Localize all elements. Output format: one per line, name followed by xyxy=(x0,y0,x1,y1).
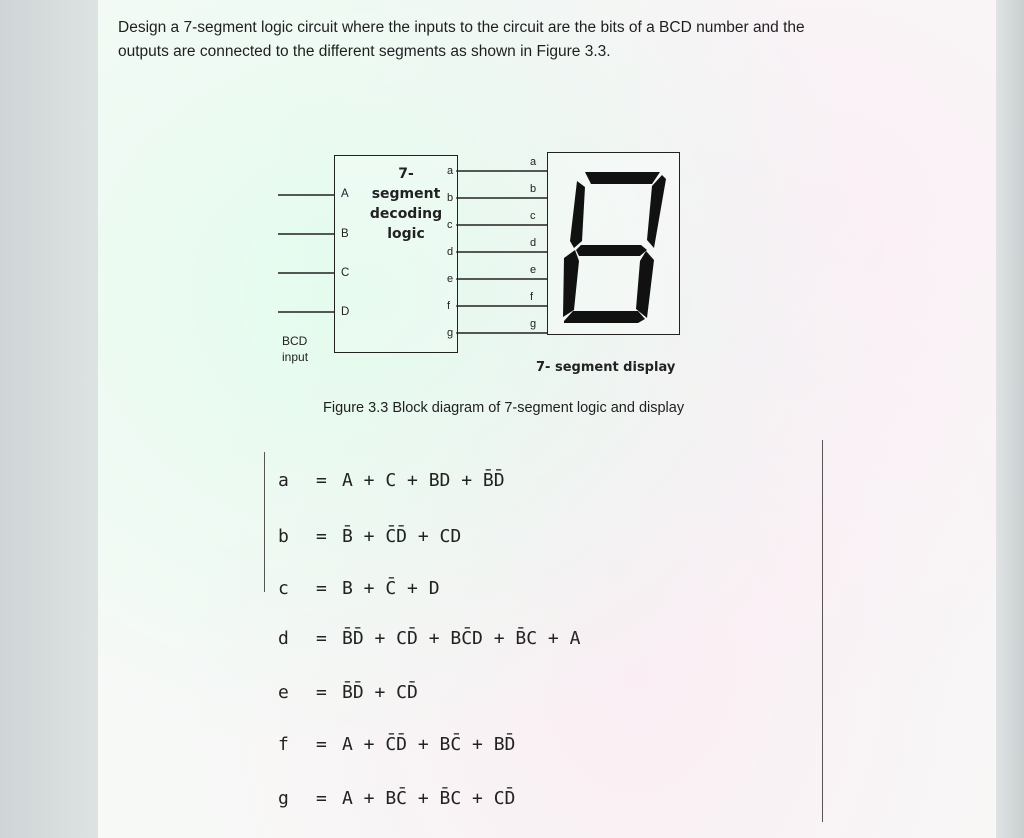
figure-caption: Figure 3.3 Block diagram of 7-segment logic and display xyxy=(323,400,685,416)
document-page xyxy=(98,0,996,838)
display-caption: 7- segment display xyxy=(536,360,676,375)
problem-line-2: outputs are connected to the different segments as shown in Figure 3.3. xyxy=(118,43,611,60)
input-label-c: C xyxy=(341,267,350,279)
output-label-a: a xyxy=(447,165,454,177)
equation-f-lhs: f xyxy=(278,734,289,755)
output-label-b: b xyxy=(447,192,454,204)
wire-label-e: e xyxy=(530,264,537,276)
equation-g-rhs: A + BC̄ + B̄C + CD̄ xyxy=(342,788,516,809)
equation-d-rhs: B̄D̄ + CD̄ + BC̄D + B̄C + A xyxy=(342,628,581,649)
decoder-title-line-3: logic xyxy=(387,226,425,242)
bcd-caption-line-1: BCD xyxy=(282,334,308,348)
seven-segment-display xyxy=(547,152,680,335)
bcd-input-caption xyxy=(282,333,308,365)
background-right-edge xyxy=(996,0,1024,838)
equation-f-rhs: A + C̄D̄ + BC̄ + BD̄ xyxy=(342,734,516,755)
segment-g xyxy=(576,245,647,256)
segment-a xyxy=(585,172,660,184)
handwritten-equations xyxy=(264,448,824,838)
wire-label-a: a xyxy=(530,156,537,168)
decoder-title xyxy=(365,164,447,244)
wire-label-b: b xyxy=(530,183,537,195)
output-label-f: f xyxy=(447,300,451,312)
equation-b-lhs: b xyxy=(278,526,289,547)
bcd-caption-line-2: input xyxy=(282,350,309,364)
equation-c-lhs: c xyxy=(278,578,289,599)
seven-segment-digit-8 xyxy=(548,153,679,334)
problem-line-1: Design a 7-segment logic circuit where the inputs to the circuit are the bits of a BCD number and the xyxy=(118,19,805,36)
background-left-edge xyxy=(0,0,98,838)
equation-e: e = B̄D̄ + CD̄ xyxy=(278,682,418,703)
equation-e-rhs: B̄D̄ + CD̄ xyxy=(342,682,418,703)
left-bracket-line xyxy=(264,452,265,592)
decoder-title-line-2: decoding xyxy=(369,206,443,222)
equation-a-lhs: a xyxy=(278,470,289,491)
equation-g: g = A + BC̄ + B̄C + CD̄ xyxy=(278,788,516,809)
output-label-g: g xyxy=(447,327,454,339)
equation-e-lhs: e xyxy=(278,682,289,703)
equation-a-rhs: A + C + BD + B̄D̄ xyxy=(342,470,505,491)
equation-g-lhs: g xyxy=(278,788,289,809)
segment-c xyxy=(636,251,654,318)
equation-b: b = B̄ + C̄D̄ + CD xyxy=(278,526,462,547)
right-margin-line xyxy=(822,440,823,822)
input-label-b: B xyxy=(341,228,349,240)
equation-d: d = B̄D̄ + CD̄ + BC̄D + B̄C + A xyxy=(278,628,581,649)
input-label-d: D xyxy=(341,306,350,318)
segment-e xyxy=(563,250,579,317)
input-label-a: A xyxy=(341,188,349,200)
equation-a: a = A + C + BD + B̄D̄ xyxy=(278,470,505,491)
segment-d xyxy=(564,311,645,323)
output-label-e: e xyxy=(447,273,454,285)
equation-c-rhs: B + C̄ + D xyxy=(342,578,440,599)
equation-f: f = A + C̄D̄ + BC̄ + BD̄ xyxy=(278,734,516,755)
equation-d-lhs: d xyxy=(278,628,289,649)
wire-label-f: f xyxy=(530,291,534,303)
output-label-c: c xyxy=(447,219,453,231)
output-label-d: d xyxy=(447,246,454,258)
segment-b xyxy=(647,175,666,248)
segment-f xyxy=(570,181,585,248)
equation-c: c = B + C̄ + D xyxy=(278,578,440,599)
decoder-title-line-1: 7-segment xyxy=(371,166,441,202)
wire-label-d: d xyxy=(530,237,537,249)
wire-label-c: c xyxy=(530,210,536,222)
equation-b-rhs: B̄ + C̄D̄ + CD xyxy=(342,526,462,547)
decoder-block xyxy=(334,155,458,353)
wire-label-g: g xyxy=(530,318,537,330)
